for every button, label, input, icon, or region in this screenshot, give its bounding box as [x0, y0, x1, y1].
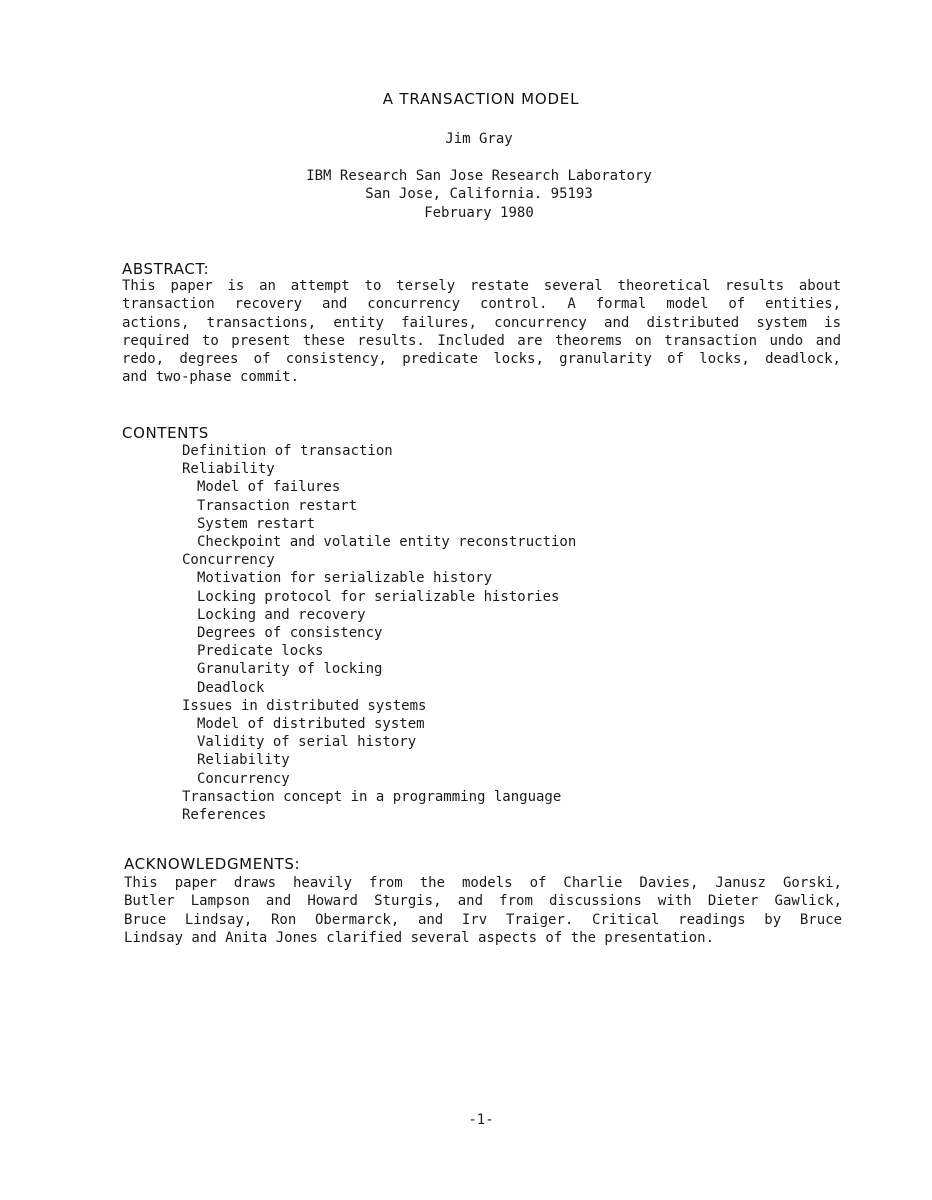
contents-item: Concurrency: [182, 552, 275, 569]
abstract-line: required to present these results. Included are theorems on transaction undo and: [122, 332, 841, 349]
author-name: Jim Gray: [445, 131, 513, 147]
paper-title: A TRANSACTION MODEL: [382, 90, 580, 108]
address: San Jose, California. 95193: [365, 186, 593, 202]
contents-item: Validity of serial history: [197, 734, 417, 751]
acknowledgments-line: This paper draws heavily from the models of Charlie Davies, Janusz Gorski,: [124, 875, 842, 891]
contents-item: Issues in distributed systems: [182, 697, 427, 714]
contents-item: Transaction concept in a programming language: [182, 788, 562, 805]
contents-item: Reliability: [182, 461, 275, 478]
abstract-line: and two-phase commit.: [122, 369, 300, 386]
contents-item: Checkpoint and volatile entity reconstruction: [197, 534, 577, 551]
affiliation: IBM Research San Jose Research Laboratory: [306, 168, 652, 184]
abstract-line: actions, transactions, entity failures, concurrency and distributed system is: [122, 314, 841, 331]
contents-item: Locking and recovery: [197, 606, 366, 623]
contents-item: References: [182, 807, 267, 824]
acknowledgments-line: Bruce Lindsay, Ron Obermarck, and Irv Traiger. Critical readings by Bruce: [124, 911, 842, 928]
abstract-line: transaction recovery and concurrency control. A formal model of entities,: [122, 296, 841, 313]
contents-item: Transaction restart: [197, 497, 358, 514]
contents-item: Concurrency: [197, 770, 290, 787]
page-number: -1-: [468, 1112, 494, 1128]
contents-item: System restart: [197, 515, 316, 532]
abstract-line: redo, degrees of consistency, predicate locks, granularity of locks, deadlock,: [122, 351, 841, 368]
contents-item: Motivation for serializable history: [197, 570, 493, 587]
table-of-contents: [182, 442, 576, 824]
date: February 1980: [424, 205, 534, 221]
contents-item: Degrees of consistency: [197, 625, 383, 642]
contents-item: Locking protocol for serializable histories: [197, 588, 560, 605]
acknowledgments-line: Butler Lampson and Howard Sturgis, and from discussions with Dieter Gawlick,: [124, 893, 842, 910]
contents-item: Model of failures: [197, 479, 341, 496]
contents-item: Deadlock: [197, 679, 265, 696]
contents-item: Predicate locks: [197, 643, 324, 660]
abstract-heading: ABSTRACT:: [122, 260, 210, 278]
contents-item: Granularity of locking: [197, 661, 383, 678]
contents-item: Model of distributed system: [197, 716, 425, 733]
contents-heading: CONTENTS: [122, 424, 209, 442]
acknowledgments-heading: ACKNOWLEDGMENTS:: [124, 855, 301, 873]
acknowledgments-body: [124, 874, 842, 947]
contents-item: Reliability: [197, 752, 290, 769]
acknowledgments-line: Lindsay and Anita Jones clarified several aspects of the presentation.: [124, 929, 715, 946]
abstract-line: This paper is an attempt to tersely restate several theoretical results about: [122, 278, 841, 294]
abstract-body: [122, 277, 841, 387]
contents-item: Definition of transaction: [182, 443, 393, 459]
